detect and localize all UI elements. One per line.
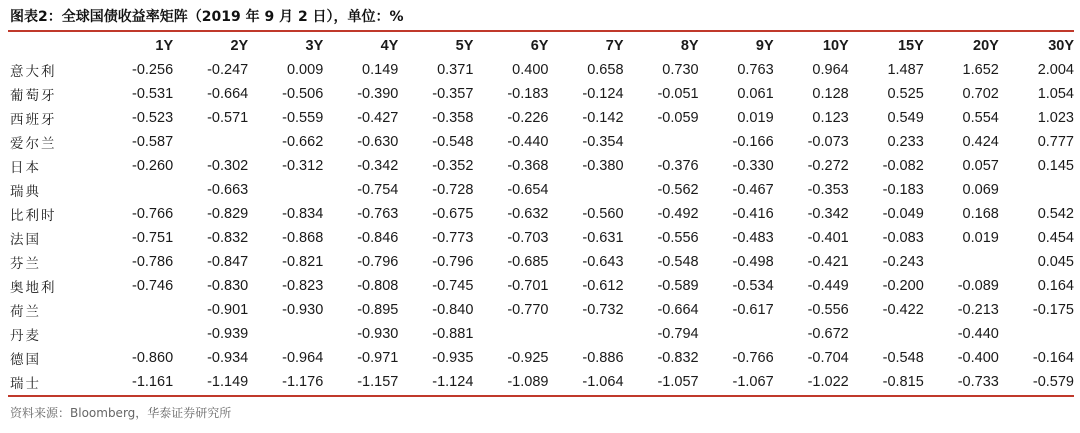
yield-cell: -1.176: [282, 374, 324, 390]
table-row: [8, 274, 1074, 298]
yield-cell: 0.149: [362, 62, 399, 78]
yield-cell: 0.168: [962, 206, 999, 222]
yield-cell: 0.233: [887, 134, 924, 150]
yield-cell: -0.380: [582, 158, 624, 174]
yield-cell: -0.868: [282, 230, 324, 246]
table-row: [8, 322, 1074, 346]
table-row: [8, 178, 1074, 202]
yield-cell: 0.019: [962, 230, 999, 246]
column-header: 15Y: [897, 38, 924, 54]
yield-cell: -0.358: [432, 110, 474, 126]
yield-cell: 0.019: [737, 110, 774, 126]
yield-cell: -0.483: [732, 230, 774, 246]
yield-cell: -0.571: [207, 110, 249, 126]
yield-cell: -0.401: [807, 230, 849, 246]
yield-cell: 0.061: [737, 86, 774, 102]
yield-cell: -0.124: [582, 86, 624, 102]
country-label: 日本: [10, 160, 41, 176]
country-label: 法国: [10, 232, 41, 248]
yield-cell: -0.796: [432, 254, 474, 270]
yield-cell: 1.054: [1037, 86, 1074, 102]
yield-cell: -0.200: [882, 278, 924, 294]
yield-cell: -0.368: [507, 158, 549, 174]
yield-cell: 0.702: [962, 86, 999, 102]
table-row: [8, 250, 1074, 274]
yield-cell: -0.353: [807, 182, 849, 198]
yield-cell: 2.004: [1037, 62, 1074, 78]
yield-cell: -0.352: [432, 158, 474, 174]
yield-cell: -0.766: [132, 206, 174, 222]
yield-cell: -0.587: [132, 134, 174, 150]
table-row: [8, 154, 1074, 178]
yield-cell: 0.069: [962, 182, 999, 198]
yield-cell: -0.672: [807, 326, 849, 342]
yield-cell: -1.149: [207, 374, 249, 390]
yield-cell: 0.424: [962, 134, 999, 150]
yield-cell: -0.051: [657, 86, 699, 102]
yield-cell: -0.183: [882, 182, 924, 198]
yield-cell: 0.045: [1037, 254, 1074, 270]
yield-cell: -0.049: [882, 206, 924, 222]
yield-cell: -0.930: [282, 302, 324, 318]
yield-cell: -0.612: [582, 278, 624, 294]
yield-cell: -0.531: [132, 86, 174, 102]
table-row: [8, 106, 1074, 130]
country-label: 奥地利: [10, 280, 57, 296]
column-header: 2Y: [230, 38, 249, 54]
yield-cell: [98, 298, 173, 322]
yield-cell: -0.675: [432, 206, 474, 222]
yield-cell: -1.157: [357, 374, 399, 390]
yield-cell: -1.057: [657, 374, 699, 390]
yield-cell: -0.421: [807, 254, 849, 270]
yield-cell: -0.548: [432, 134, 474, 150]
yield-cell: -0.523: [132, 110, 174, 126]
table-row: [8, 130, 1074, 154]
yield-cell: -1.124: [432, 374, 474, 390]
yield-cell: [699, 322, 774, 346]
yield-cell: 1.487: [887, 62, 924, 78]
yield-cell: [98, 178, 173, 202]
yield-cell: -0.312: [282, 158, 324, 174]
yield-cell: -0.704: [807, 350, 849, 366]
country-label: 西班牙: [10, 112, 57, 128]
country-label: 意大利: [10, 64, 57, 80]
yield-matrix-table: [8, 34, 1074, 394]
yield-cell: -0.247: [207, 62, 249, 78]
yield-cell: -0.773: [432, 230, 474, 246]
yield-cell: -0.925: [507, 350, 549, 366]
yield-cell: -0.886: [582, 350, 624, 366]
yield-cell: -0.562: [657, 182, 699, 198]
yield-cell: [248, 322, 323, 346]
column-header: 3Y: [305, 38, 324, 54]
yield-cell: -0.846: [357, 230, 399, 246]
table-row: [8, 298, 1074, 322]
yield-cell: -0.142: [582, 110, 624, 126]
yield-cell: -0.664: [207, 86, 249, 102]
column-header: [8, 34, 98, 58]
yield-cell: -0.330: [732, 158, 774, 174]
yield-cell: -0.934: [207, 350, 249, 366]
yield-cell: 1.652: [962, 62, 999, 78]
yield-cell: 0.964: [812, 62, 849, 78]
yield-cell: [548, 178, 623, 202]
column-header: 4Y: [380, 38, 399, 54]
yield-cell: -0.589: [657, 278, 699, 294]
table-row: [8, 202, 1074, 226]
yield-cell: -0.183: [507, 86, 549, 102]
country-label: 德国: [10, 352, 41, 368]
yield-cell: [999, 322, 1074, 346]
table-row: [8, 370, 1074, 394]
yield-cell: -0.556: [807, 302, 849, 318]
yield-cell: -1.064: [582, 374, 624, 390]
yield-cell: -0.770: [507, 302, 549, 318]
yield-cell: 1.023: [1037, 110, 1074, 126]
yield-cell: -0.357: [432, 86, 474, 102]
country-label: 爱尔兰: [10, 136, 57, 152]
yield-cell: -0.256: [132, 62, 174, 78]
yield-cell: -0.166: [732, 134, 774, 150]
yield-cell: [248, 178, 323, 202]
yield-cell: -0.243: [882, 254, 924, 270]
yield-cell: 0.009: [286, 62, 324, 78]
yield-cell: -0.506: [282, 86, 324, 102]
yield-cell: -1.161: [132, 374, 174, 390]
yield-cell: -0.832: [207, 230, 249, 246]
yield-cell: 0.164: [1037, 278, 1074, 294]
yield-cell: -0.440: [957, 326, 999, 342]
yield-cell: -0.881: [432, 326, 474, 342]
yield-cell: 0.658: [587, 62, 624, 78]
yield-cell: -0.964: [282, 350, 324, 366]
yield-cell: -0.059: [657, 110, 699, 126]
country-label: 荷兰: [10, 304, 41, 320]
yield-cell: -0.342: [357, 158, 399, 174]
yield-cell: -0.746: [132, 278, 174, 294]
yield-cell: 0.730: [662, 62, 699, 78]
yield-cell: -0.685: [507, 254, 549, 270]
country-label: 葡萄牙: [10, 88, 57, 104]
country-label: 丹麦: [10, 328, 41, 344]
yield-cell: -0.083: [882, 230, 924, 246]
yield-cell: -0.794: [657, 326, 699, 342]
yield-cell: 0.123: [812, 110, 849, 126]
yield-cell: [548, 322, 623, 346]
table-row: [8, 58, 1074, 82]
yield-cell: -0.390: [357, 86, 399, 102]
yield-cell: -0.939: [207, 326, 249, 342]
yield-cell: -0.427: [357, 110, 399, 126]
yield-cell: -0.745: [432, 278, 474, 294]
yield-cell: [173, 130, 248, 154]
yield-cell: -0.556: [657, 230, 699, 246]
yield-cell: -0.164: [1032, 350, 1074, 366]
yield-cell: -0.663: [207, 182, 249, 198]
yield-cell: -0.860: [132, 350, 174, 366]
yield-cell: -0.830: [207, 278, 249, 294]
yield-cell: -0.559: [282, 110, 324, 126]
yield-cell: -1.089: [507, 374, 549, 390]
column-header: 1Y: [155, 38, 174, 54]
column-header: 5Y: [455, 38, 474, 54]
yield-cell: [624, 130, 699, 154]
country-label: 瑞士: [10, 376, 41, 392]
yield-cell: 0.128: [812, 86, 849, 102]
yield-cell: -0.579: [1032, 374, 1074, 390]
column-header: 30Y: [1048, 38, 1074, 54]
column-header: 10Y: [822, 38, 849, 54]
table-row: [8, 346, 1074, 370]
yield-cell: -0.703: [507, 230, 549, 246]
yield-cell: -0.548: [882, 350, 924, 366]
yield-cell: -0.654: [507, 182, 549, 198]
yield-cell: -0.440: [507, 134, 549, 150]
yield-cell: -0.701: [507, 278, 549, 294]
yield-cell: -0.662: [282, 134, 324, 150]
yield-cell: 0.057: [962, 158, 999, 174]
yield-cell: -0.728: [432, 182, 474, 198]
source-note: 资料来源：Bloomberg，华泰证券研究所: [10, 406, 232, 420]
yield-cell: -0.901: [207, 302, 249, 318]
yield-cell: 0.542: [1037, 206, 1074, 222]
yield-cell: -0.175: [1032, 302, 1074, 318]
yield-cell: -1.022: [807, 374, 849, 390]
top-rule: [8, 30, 1074, 32]
yield-cell: -0.935: [432, 350, 474, 366]
yield-cell: -0.643: [582, 254, 624, 270]
yield-cell: 0.525: [887, 86, 924, 102]
column-header: 20Y: [973, 38, 999, 54]
yield-cell: -0.829: [207, 206, 249, 222]
table-row: [8, 82, 1074, 106]
yield-cell: -0.073: [807, 134, 849, 150]
yield-cell: -0.260: [132, 158, 174, 174]
yield-cell: 0.454: [1037, 230, 1074, 246]
yield-cell: -0.754: [357, 182, 399, 198]
yield-cell: -0.631: [582, 230, 624, 246]
yield-cell: -0.630: [357, 134, 399, 150]
yield-cell: 0.777: [1037, 134, 1074, 150]
yield-cell: -0.226: [507, 110, 549, 126]
yield-cell: -0.342: [807, 206, 849, 222]
yield-cell: [999, 178, 1074, 202]
yield-cell: -0.492: [657, 206, 699, 222]
yield-cell: -0.895: [357, 302, 399, 318]
yield-cell: -0.302: [207, 158, 249, 174]
yield-cell: 0.400: [512, 62, 549, 78]
yield-cell: -0.815: [882, 374, 924, 390]
yield-cell: -0.840: [432, 302, 474, 318]
column-header: 7Y: [605, 38, 624, 54]
yield-cell: -0.832: [657, 350, 699, 366]
yield-cell: -0.766: [732, 350, 774, 366]
yield-cell: -0.534: [732, 278, 774, 294]
yield-cell: -0.089: [957, 278, 999, 294]
yield-cell: -0.416: [732, 206, 774, 222]
header-row: [8, 34, 1074, 58]
column-header: 9Y: [755, 38, 774, 54]
table-row: [8, 226, 1074, 250]
yield-cell: -0.930: [357, 326, 399, 342]
yield-cell: -1.067: [732, 374, 774, 390]
column-header: 6Y: [530, 38, 549, 54]
yield-cell: 0.371: [437, 62, 474, 78]
yield-cell: -0.617: [732, 302, 774, 318]
column-header: 8Y: [680, 38, 699, 54]
yield-cell: [473, 322, 548, 346]
yield-cell: -0.467: [732, 182, 774, 198]
yield-cell: -0.733: [957, 374, 999, 390]
yield-cell: -0.376: [657, 158, 699, 174]
yield-cell: -0.823: [282, 278, 324, 294]
yield-cell: -0.847: [207, 254, 249, 270]
yield-cell: -0.449: [807, 278, 849, 294]
yield-cell: -0.796: [357, 254, 399, 270]
yield-cell: 0.763: [737, 62, 774, 78]
yield-cell: 0.145: [1037, 158, 1074, 174]
yield-cell: 0.549: [887, 110, 924, 126]
country-label: 比利时: [10, 208, 57, 224]
yield-cell: -0.548: [657, 254, 699, 270]
yield-cell: 0.554: [962, 110, 999, 126]
country-label: 芬兰: [10, 256, 41, 272]
yield-cell: -0.213: [957, 302, 999, 318]
yield-cell: -0.560: [582, 206, 624, 222]
yield-cell: -0.082: [882, 158, 924, 174]
yield-cell: [849, 322, 924, 346]
yield-cell: -0.272: [807, 158, 849, 174]
yield-cell: -0.400: [957, 350, 999, 366]
yield-cell: [924, 250, 999, 274]
yield-cell: -0.664: [657, 302, 699, 318]
yield-cell: -0.632: [507, 206, 549, 222]
bottom-rule: [8, 395, 1074, 397]
yield-cell: -0.732: [582, 302, 624, 318]
yield-cell: -0.422: [882, 302, 924, 318]
yield-cell: -0.751: [132, 230, 174, 246]
yield-cell: -0.498: [732, 254, 774, 270]
yield-cell: -0.354: [582, 134, 624, 150]
country-label: 瑞典: [10, 184, 41, 200]
figure-title: 图表2：全球国债收益率矩阵（2019 年 9 月 2 日），单位：%: [10, 9, 404, 25]
yield-cell: -0.971: [357, 350, 399, 366]
yield-cell: -0.786: [132, 254, 174, 270]
yield-cell: -0.821: [282, 254, 324, 270]
yield-cell: [98, 322, 173, 346]
table-body: [8, 58, 1074, 394]
yield-cell: -0.763: [357, 206, 399, 222]
yield-cell: -0.808: [357, 278, 399, 294]
yield-cell: -0.834: [282, 206, 324, 222]
